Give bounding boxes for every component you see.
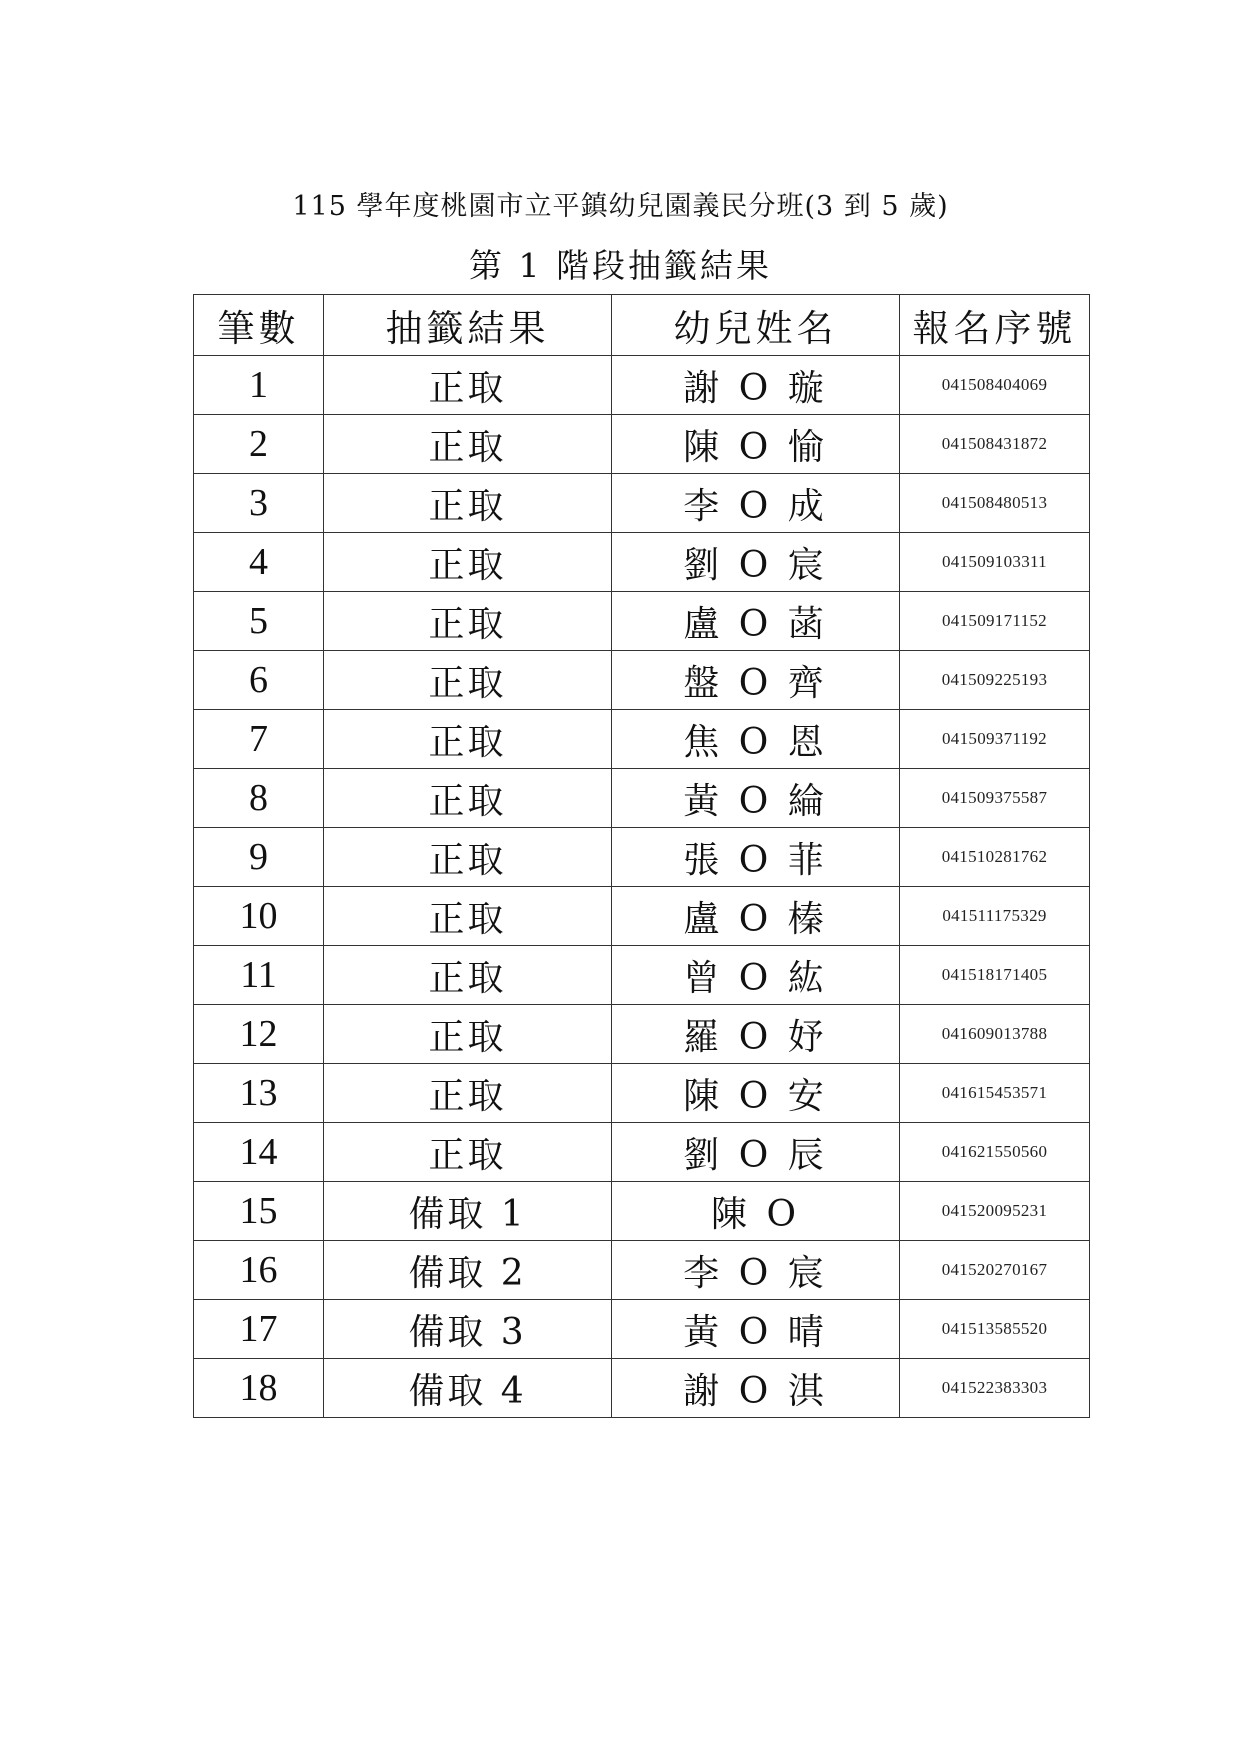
row-number: 14 — [194, 1123, 324, 1182]
row-number: 13 — [194, 1064, 324, 1123]
row-number: 8 — [194, 769, 324, 828]
lottery-result: 備取 2 — [324, 1241, 612, 1300]
table-row — [194, 592, 1090, 651]
table-row — [194, 1300, 1090, 1359]
lottery-result: 正取 — [324, 1123, 612, 1182]
registration-id: 041508480513 — [900, 474, 1090, 533]
lottery-result: 備取 1 — [324, 1182, 612, 1241]
child-name: 黃 O 晴 — [612, 1300, 900, 1359]
table-row — [194, 946, 1090, 1005]
child-name: 曾 O 紘 — [612, 946, 900, 1005]
table-row — [194, 1359, 1090, 1418]
lottery-result: 正取 — [324, 651, 612, 710]
row-number: 1 — [194, 356, 324, 415]
lottery-result: 正取 — [324, 415, 612, 474]
table-row — [194, 533, 1090, 592]
lottery-results-table — [193, 294, 1090, 1418]
child-name: 陳 O 愉 — [612, 415, 900, 474]
child-name: 盧 O 榛 — [612, 887, 900, 946]
row-number: 17 — [194, 1300, 324, 1359]
row-number: 11 — [194, 946, 324, 1005]
child-name: 盧 O 菡 — [612, 592, 900, 651]
registration-id: 041509171152 — [900, 592, 1090, 651]
registration-id: 041509371192 — [900, 710, 1090, 769]
lottery-result: 正取 — [324, 946, 612, 1005]
document-title: 115 學年度桃園市立平鎮幼兒園義民分班(3 到 5 歲) — [292, 191, 949, 222]
child-name: 劉 O 辰 — [612, 1123, 900, 1182]
table-row — [194, 651, 1090, 710]
row-number: 10 — [194, 887, 324, 946]
table-body — [194, 356, 1090, 1418]
row-number: 15 — [194, 1182, 324, 1241]
child-name: 陳 O 安 — [612, 1064, 900, 1123]
table-row — [194, 769, 1090, 828]
lottery-result: 正取 — [324, 592, 612, 651]
row-number: 9 — [194, 828, 324, 887]
registration-id: 041509375587 — [900, 769, 1090, 828]
row-number: 4 — [194, 533, 324, 592]
lottery-result: 正取 — [324, 710, 612, 769]
table-row — [194, 1241, 1090, 1300]
lottery-result: 正取 — [324, 474, 612, 533]
lottery-result: 正取 — [324, 769, 612, 828]
registration-id: 041518171405 — [900, 946, 1090, 1005]
child-name: 盤 O 齊 — [612, 651, 900, 710]
table-row — [194, 828, 1090, 887]
lottery-result: 正取 — [324, 1005, 612, 1064]
registration-id: 041520270167 — [900, 1241, 1090, 1300]
document-subtitle: 第 1 階段抽籤結果 — [469, 246, 772, 285]
lottery-result: 正取 — [324, 887, 612, 946]
lottery-result: 正取 — [324, 828, 612, 887]
header-number: 筆數 — [194, 295, 324, 356]
lottery-result: 備取 4 — [324, 1359, 612, 1418]
row-number: 12 — [194, 1005, 324, 1064]
row-number: 18 — [194, 1359, 324, 1418]
row-number: 2 — [194, 415, 324, 474]
registration-id: 041509103311 — [900, 533, 1090, 592]
header-result: 抽籤結果 — [324, 295, 612, 356]
registration-id: 041609013788 — [900, 1005, 1090, 1064]
registration-id: 041615453571 — [900, 1064, 1090, 1123]
header-child-name: 幼兒姓名 — [612, 295, 900, 356]
registration-id: 041621550560 — [900, 1123, 1090, 1182]
registration-id: 041508431872 — [900, 415, 1090, 474]
row-number: 5 — [194, 592, 324, 651]
child-name: 黃 O 綸 — [612, 769, 900, 828]
child-name: 謝 O 璇 — [612, 356, 900, 415]
table-row — [194, 887, 1090, 946]
lottery-result: 正取 — [324, 1064, 612, 1123]
table-row — [194, 356, 1090, 415]
lottery-result: 備取 3 — [324, 1300, 612, 1359]
row-number: 3 — [194, 474, 324, 533]
child-name: 李 O 成 — [612, 474, 900, 533]
lottery-result: 正取 — [324, 356, 612, 415]
registration-id: 041511175329 — [900, 887, 1090, 946]
table-row — [194, 1064, 1090, 1123]
row-number: 16 — [194, 1241, 324, 1300]
child-name: 謝 O 淇 — [612, 1359, 900, 1418]
row-number: 6 — [194, 651, 324, 710]
child-name: 李 O 宸 — [612, 1241, 900, 1300]
lottery-result: 正取 — [324, 533, 612, 592]
registration-id: 041510281762 — [900, 828, 1090, 887]
table-row — [194, 1123, 1090, 1182]
table-row — [194, 710, 1090, 769]
header-registration-id: 報名序號 — [900, 295, 1090, 356]
table-row — [194, 415, 1090, 474]
child-name: 羅 O 妤 — [612, 1005, 900, 1064]
row-number: 7 — [194, 710, 324, 769]
table-row — [194, 1005, 1090, 1064]
table-row — [194, 1182, 1090, 1241]
registration-id: 041522383303 — [900, 1359, 1090, 1418]
table-row — [194, 474, 1090, 533]
registration-id: 041513585520 — [900, 1300, 1090, 1359]
table-header-row — [194, 295, 1090, 356]
child-name: 劉 O 宸 — [612, 533, 900, 592]
registration-id: 041520095231 — [900, 1182, 1090, 1241]
child-name: 焦 O 恩 — [612, 710, 900, 769]
registration-id: 041508404069 — [900, 356, 1090, 415]
child-name: 陳 O — [612, 1182, 900, 1241]
registration-id: 041509225193 — [900, 651, 1090, 710]
child-name: 張 O 菲 — [612, 828, 900, 887]
